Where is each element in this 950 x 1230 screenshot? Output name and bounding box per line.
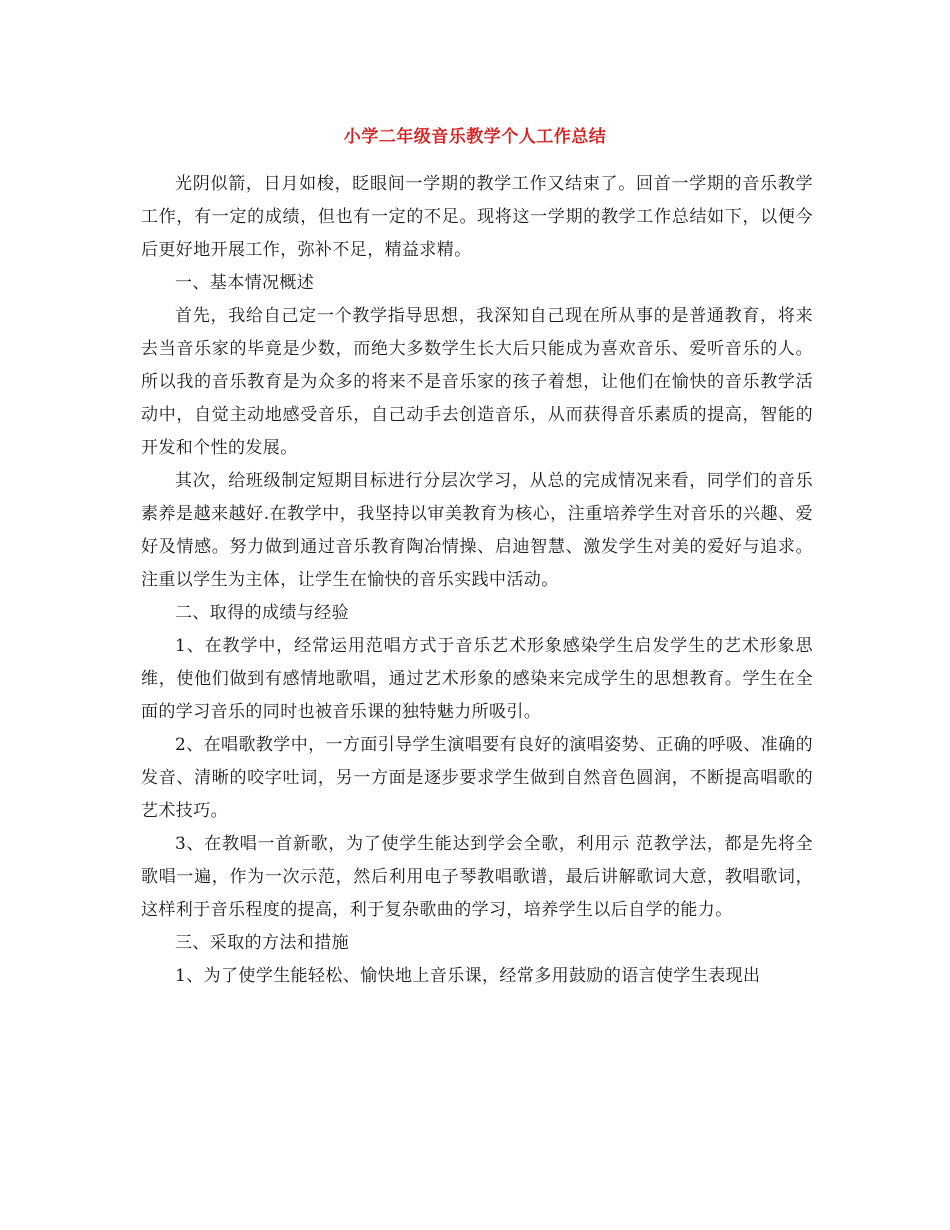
section-heading-achievements: 二、取得的成绩与经验 <box>175 603 349 623</box>
paragraph-achievement-1: 1、在教学中，经常运用范唱方式于音乐艺术形象感染学生启发学生的艺术形象思维，使他们做到有感情地歌唱，通过艺术形象的感染来完成学生的思想教育。学生在全面的学习音乐的同时也被音乐课的独特魅力所吸引。 <box>141 636 813 722</box>
paragraph-second: 其次，给班级制定短期目标进行分层次学习，从总的完成情况来看，同学们的音乐素养是越来越好.在教学中，我坚持以审美教育为核心，注重培养学生对音乐的兴趣、爱好及情感。努力做到通过音乐教育陶冶情操、启迪智慧、激发学生对美的爱好与追求。注重以学生为主体，让学生在愉快的音乐实践中活动。 <box>141 471 813 590</box>
section-heading-overview: 一、基本情况概述 <box>175 273 315 293</box>
paragraph-achievement-2: 2、在唱歌教学中，一方面引导学生演唱要有良好的演唱姿势、正确的呼吸、准确的发音、清晰的咬字吐词，另一方面是逐步要求学生做到自然音色圆润，不断提高唱歌的艺术技巧。 <box>141 735 813 821</box>
paragraph-achievement-3: 3、在教唱一首新歌，为了使学生能达到学会全歌，利用示 范教学法，都是先将全歌唱一遍，作为一次示范，然后利用电子琴教唱歌谱，最后讲解歌词大意，教唱歌词，这样利于音乐程度的提高，利于复杂歌曲的学习，培养学生以后自学的能力。 <box>141 834 813 920</box>
section-heading-methods: 三、采取的方法和措施 <box>175 933 349 953</box>
document-title: 小学二年级音乐教学个人工作总结 <box>343 127 607 147</box>
paragraph-method-1: 1、为了使学生能轻松、愉快地上音乐课，经常多用鼓励的语言使学生表现出 <box>175 966 761 986</box>
document-body <box>141 168 813 993</box>
paragraph-first: 首先，我给自己定一个教学指导思想，我深知自己现在所从事的是普通教育，将来去当音乐家的毕竟是少数，而绝大多数学生长大后只能成为喜欢音乐、爱听音乐的人。所以我的音乐教育是为众多的将来不是音乐家的孩子着想，让他们在愉快的音乐教学活动中，自觉主动地感受音乐，自己动手去创造音乐，从而获得音乐素质的提高，智能的开发和个性的发展。 <box>141 306 813 458</box>
paragraph-intro: 光阴似箭，日月如梭，眨眼间一学期的教学工作又结束了。回首一学期的音乐教学工作，有一定的成绩，但也有一定的不足。现将这一学期的教学工作总结如下，以便今后更好地开展工作，弥补不足，精益求精。 <box>141 174 813 260</box>
